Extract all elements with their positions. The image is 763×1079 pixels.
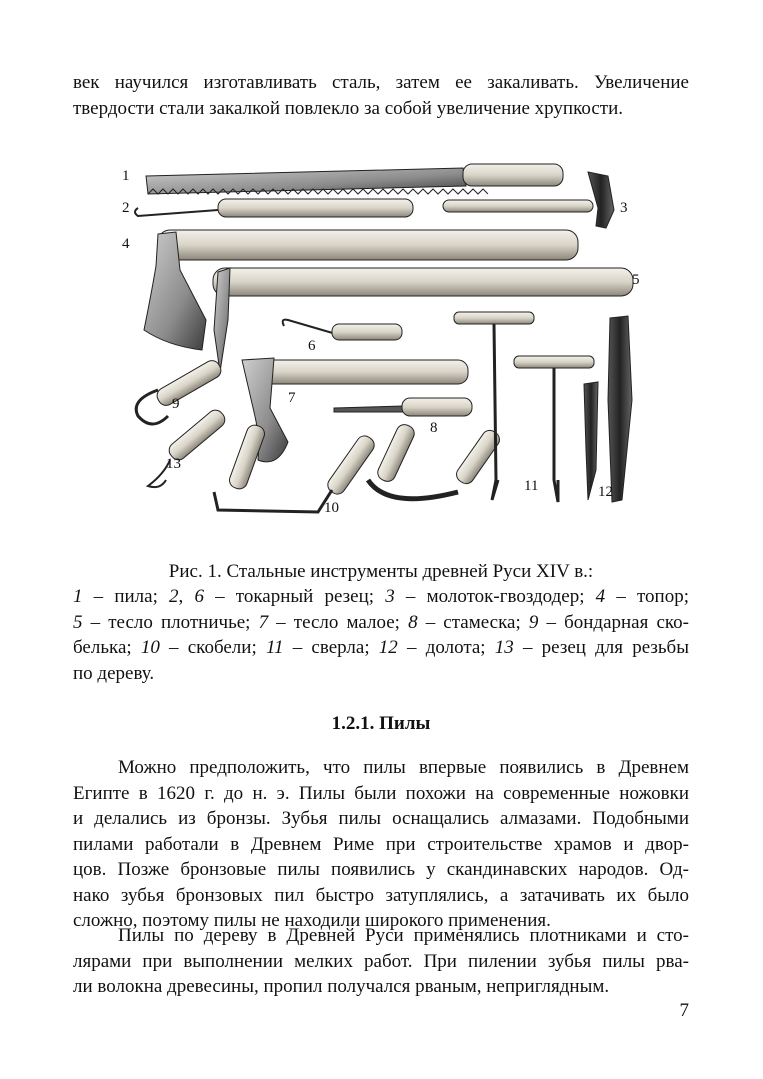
text-line: сложно, поэтому пилы не находили широкого применения.: [73, 910, 551, 931]
legend-text: – скобели;: [159, 637, 266, 658]
carving-knife-drawing: [148, 407, 228, 487]
body-paragraph: [73, 755, 689, 934]
figure-label: 4: [122, 236, 130, 252]
legend-text: – тесло малое;: [268, 611, 409, 633]
figure-label: 9: [172, 396, 180, 412]
legend-text: – сверла;: [283, 637, 379, 658]
legend-number: 3: [385, 586, 395, 607]
saw-drawing: [146, 164, 563, 194]
turning-tool-drawing: [135, 199, 413, 217]
text-line: Можно предположить, что пилы впервые появились в Древнем: [118, 757, 689, 778]
text-line: ли волокна древесины, пропил получался рваным, неприглядным.: [73, 976, 610, 997]
text-line: Египте в 1620 г. до н. э. Пилы были похожи на современные ножовки: [73, 782, 689, 804]
legend-text: – стамеска;: [417, 611, 529, 633]
small-turning-tool-drawing: [283, 320, 402, 340]
legend-text: – долота;: [397, 637, 495, 658]
legend-text: – тесло плотничье;: [82, 611, 259, 633]
figure-label: 1: [122, 168, 130, 184]
text-line: лярами при выполнении мелких работ. При пилении зубья пилы рва-: [73, 950, 689, 972]
section-heading: 1.2.1. Пилы: [331, 713, 431, 734]
figure-label: 3: [620, 200, 628, 216]
text-line: твердости стали закалкой повлекло за собой увеличение хрупкости.: [73, 97, 623, 119]
figure-label: 7: [288, 390, 296, 406]
text-line: Пилы по дереву в Древней Руси применялись плотниками и сто-: [118, 925, 689, 946]
text-line: нако зубья бронзовых пил быстро затуплялись, а затачивать их было: [73, 884, 689, 906]
drawknives-drawing: [214, 422, 503, 512]
figure-label: 2: [122, 200, 130, 216]
caption-line: [73, 610, 689, 636]
figure-label: 12: [598, 484, 613, 500]
figure-label: 5: [632, 272, 640, 288]
legend-number: 9: [528, 611, 539, 633]
legend-text: – молоток-гвоздодер;: [394, 586, 596, 607]
legend-number: 13: [494, 637, 514, 658]
legend-text: – бондарная ско-: [538, 611, 689, 633]
legend-text: белька;: [73, 637, 141, 658]
legend-number: 5: [73, 611, 83, 633]
legend-number: 2: [169, 586, 179, 607]
caption-line: [73, 635, 689, 661]
text-line: и делались из бронзы. Зубья пилы оснащались алмазами. Подобными: [73, 808, 689, 829]
legend-text: ,: [178, 586, 195, 607]
legend-number: 6: [194, 586, 204, 607]
figure-caption-title: Рис. 1. Стальные инструменты древней Руси XIV в.:: [168, 561, 594, 582]
legend-number: 1: [73, 586, 83, 607]
legend-number: 4: [595, 586, 606, 607]
legend-number: 7: [258, 611, 269, 633]
tools-illustration: [118, 150, 658, 530]
legend-number: 10: [140, 637, 160, 658]
figure-label: 11: [524, 478, 539, 494]
figure-caption-legend: [73, 584, 689, 686]
legend-number: 11: [265, 637, 284, 658]
legend-number: 12: [378, 637, 398, 658]
text-line: цов. Позже бронзовые пилы появились у скандинавских народов. Од-: [73, 859, 689, 880]
chisel-drawing: [334, 398, 472, 416]
text-line: век научился изготавливать сталь, затем ее закаливать. Увеличение: [73, 72, 689, 93]
body-paragraph: [73, 923, 689, 1000]
chisels-drawing: [584, 316, 632, 502]
intro-paragraph: [73, 70, 689, 121]
caption-line: [73, 584, 689, 610]
figure-label: 10: [324, 500, 339, 516]
figure-label: 13: [166, 456, 181, 472]
legend-text: – резец для резьбы: [513, 637, 689, 658]
figure-label: 6: [308, 338, 316, 354]
text-line: пилами работали в Древнем Риме при строительстве храмов и двор-: [73, 833, 689, 855]
legend-text: – топор;: [605, 586, 689, 607]
legend-text: по дереву.: [73, 662, 155, 684]
page-number: 7: [679, 1000, 689, 1021]
legend-text: – пила;: [82, 586, 170, 607]
legend-number: 8: [408, 611, 418, 633]
caption-line: [73, 661, 689, 687]
figure-label: 8: [430, 420, 438, 436]
legend-text: – токарный резец;: [203, 586, 386, 607]
